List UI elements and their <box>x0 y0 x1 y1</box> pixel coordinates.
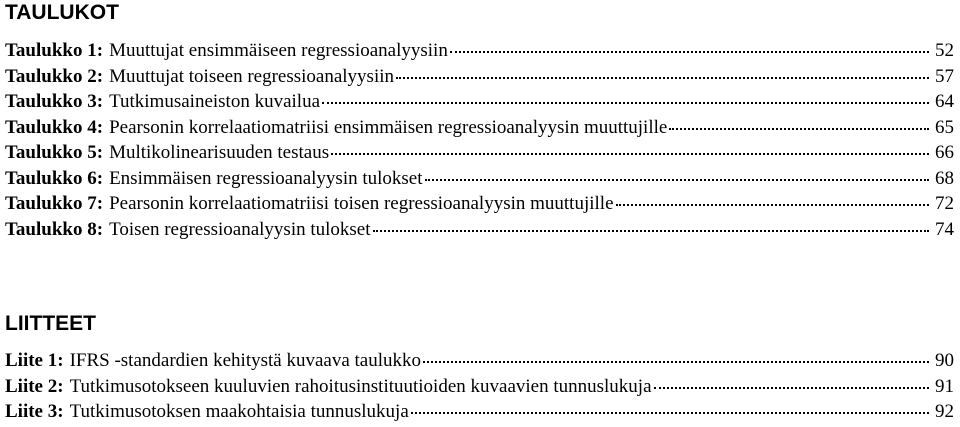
entry-label: Taulukko 3: <box>5 91 104 112</box>
liitteet-list <box>5 347 954 424</box>
entry-page-number: 74 <box>935 218 954 240</box>
entry-title: Tutkimusotokseen kuuluvien rahoitusinstituutioiden kuvaavien tunnuslukuja <box>69 375 652 397</box>
entry-label: Taulukko 5: <box>5 142 104 163</box>
dot-leader <box>322 88 929 107</box>
entry-title: Ensimmäisen regressioanalyysin tulokset <box>109 167 423 189</box>
toc-entry[interactable] <box>5 190 954 216</box>
entry-page-number: 68 <box>935 167 954 189</box>
toc-entry[interactable] <box>5 373 954 399</box>
dot-leader <box>423 347 929 366</box>
entry-label: Taulukko 1: <box>5 40 104 61</box>
dot-leader <box>450 37 929 56</box>
entry-label: Taulukko 8: <box>5 218 104 240</box>
entry-label: Taulukko 7: <box>5 193 104 214</box>
entry-page-number: 52 <box>935 40 954 61</box>
taulukot-heading: TAULUKOT <box>5 1 119 24</box>
toc-entry[interactable] <box>5 165 954 191</box>
entry-label: Taulukko 2: <box>5 65 104 87</box>
entry-title: IFRS -standardien kehitystä kuvaava taulukko <box>69 350 422 371</box>
entry-title: Tutkimusaineiston kuvailua <box>109 91 321 112</box>
dot-leader <box>425 165 929 184</box>
entry-label: Taulukko 4: <box>5 116 104 138</box>
entry-page-number: 92 <box>935 401 954 422</box>
entry-page-number: 57 <box>935 65 954 87</box>
entry-page-number: 64 <box>935 91 954 112</box>
dot-leader <box>331 139 929 158</box>
entry-title: Tutkimusotoksen maakohtaisia tunnuslukuja <box>69 401 409 422</box>
entry-page-number: 90 <box>935 350 954 371</box>
dot-leader <box>373 216 929 235</box>
toc-entry[interactable] <box>5 347 954 373</box>
entry-title: Pearsonin korrelaatiomatriisi toisen regressioanalyysin muuttujille <box>109 193 614 214</box>
toc-entry[interactable] <box>5 37 954 63</box>
toc-entry[interactable] <box>5 398 954 424</box>
taulukot-list <box>5 37 954 241</box>
dot-leader <box>411 398 929 417</box>
entry-title: Muuttujat ensimmäiseen regressioanalyysiin <box>109 40 448 61</box>
entry-page-number: 91 <box>935 375 954 397</box>
entry-label: Liite 3: <box>5 401 64 422</box>
toc-entry[interactable] <box>5 139 954 165</box>
dot-leader <box>669 114 929 133</box>
entry-title: Toisen regressioanalyysin tulokset <box>109 218 371 240</box>
dot-leader <box>654 373 929 392</box>
entry-label: Liite 1: <box>5 350 64 371</box>
entry-page-number: 66 <box>935 142 954 163</box>
dot-leader <box>616 190 929 209</box>
entry-title: Pearsonin korrelaatiomatriisi ensimmäisen regressioanalyysin muuttujille <box>109 116 668 138</box>
toc-entry[interactable] <box>5 88 954 114</box>
toc-entry[interactable] <box>5 63 954 89</box>
entry-label: Taulukko 6: <box>5 167 104 189</box>
toc-entry[interactable] <box>5 114 954 140</box>
entry-title: Muuttujat toiseen regressioanalyysiin <box>109 65 395 87</box>
entry-page-number: 65 <box>935 116 954 138</box>
liitteet-heading: LIITTEET <box>5 312 96 335</box>
entry-page-number: 72 <box>935 193 954 214</box>
dot-leader <box>396 63 929 82</box>
toc-entry[interactable] <box>5 216 954 242</box>
entry-title: Multikolinearisuuden testaus <box>109 142 330 163</box>
entry-label: Liite 2: <box>5 375 64 397</box>
